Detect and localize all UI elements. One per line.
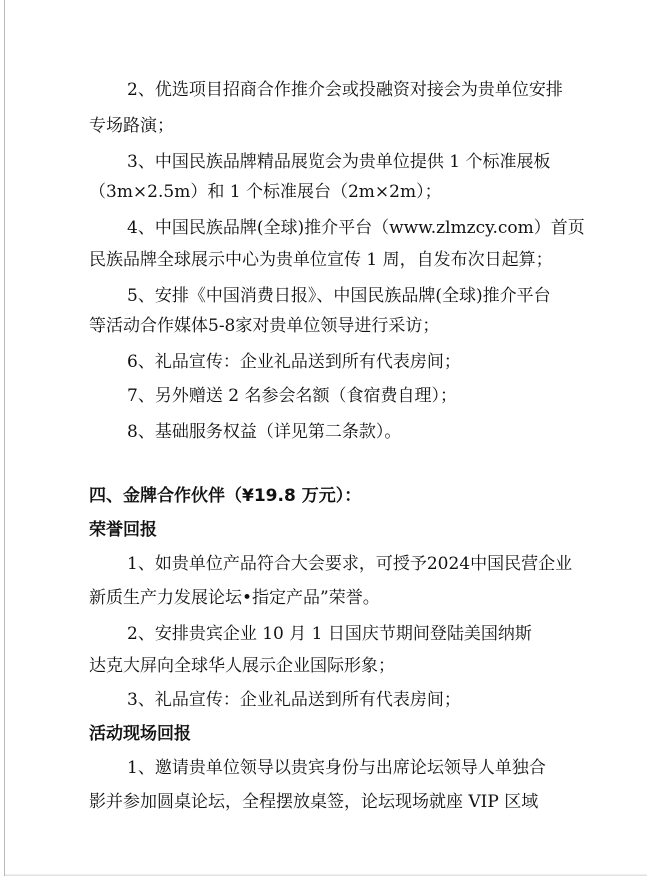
onsite-item-1-line-2: 影并参加圆桌论坛，全程摆放桌签，论坛现场就座 VIP 区域 (89, 792, 539, 812)
benefit-item-2-line-2: 专场路演； (89, 116, 174, 136)
onsite-item-1-line-1: 1、邀请贵单位领导以贵宾身份与出席论坛领导人单独合 (127, 758, 546, 778)
benefit-item-5-line-1: 5、安排《中国消费日报》、中国民族品牌(全球)推介平台 (127, 286, 551, 306)
benefit-item-3-line-1: 3、中国民族品牌精品展览会为贵单位提供 1 个标准展板 (127, 152, 551, 172)
benefit-item-4-line-2: 民族品牌全球展示中心为贵单位宣传 1 周，自发布次日起算； (89, 250, 553, 270)
honor-item-1-line-2: 新质生产力发展论坛•指定产品”荣誉。 (89, 588, 380, 608)
honor-item-2-line-2: 达克大屏向全球华人展示企业国际形象； (89, 656, 395, 676)
benefit-item-6: 6、礼品宣传：企业礼品送到所有代表房间； (127, 352, 461, 372)
honor-item-2-line-1: 2、安排贵宾企业 10 月 1 日国庆节期间登陆美国纳斯 (127, 624, 532, 644)
honor-item-3: 3、礼品宣传：企业礼品送到所有代表房间； (127, 690, 461, 710)
document-page (4, 0, 647, 876)
honor-item-1-line-1: 1、如贵单位产品符合大会要求，可授予2024中国民营企业 (127, 554, 573, 574)
benefit-item-5-line-2: 等活动合作媒体5-8家对贵单位领导进行采访； (89, 316, 440, 336)
section-heading-gold-partner: 四、金牌合作伙伴（¥19.8 万元）： (89, 486, 362, 506)
benefit-item-4-line-1: 4、中国民族品牌(全球)推介平台（www.zlmzcy.com）首页 (127, 218, 585, 238)
subheading-honor-rewards: 荣誉回报 (89, 520, 157, 540)
subheading-onsite-rewards: 活动现场回报 (89, 724, 191, 744)
benefit-item-8: 8、基础服务权益（详见第二条款）。 (127, 422, 402, 442)
benefit-item-7: 7、另外赠送 2 名参会名额（食宿费自理）； (127, 386, 457, 406)
benefit-item-2-line-1: 2、优选项目招商合作推介会或投融资对接会为贵单位安排 (127, 80, 563, 100)
benefit-item-3-line-2: （3m×2.5m）和 1 个标准展台（2m×2m）； (89, 182, 442, 202)
